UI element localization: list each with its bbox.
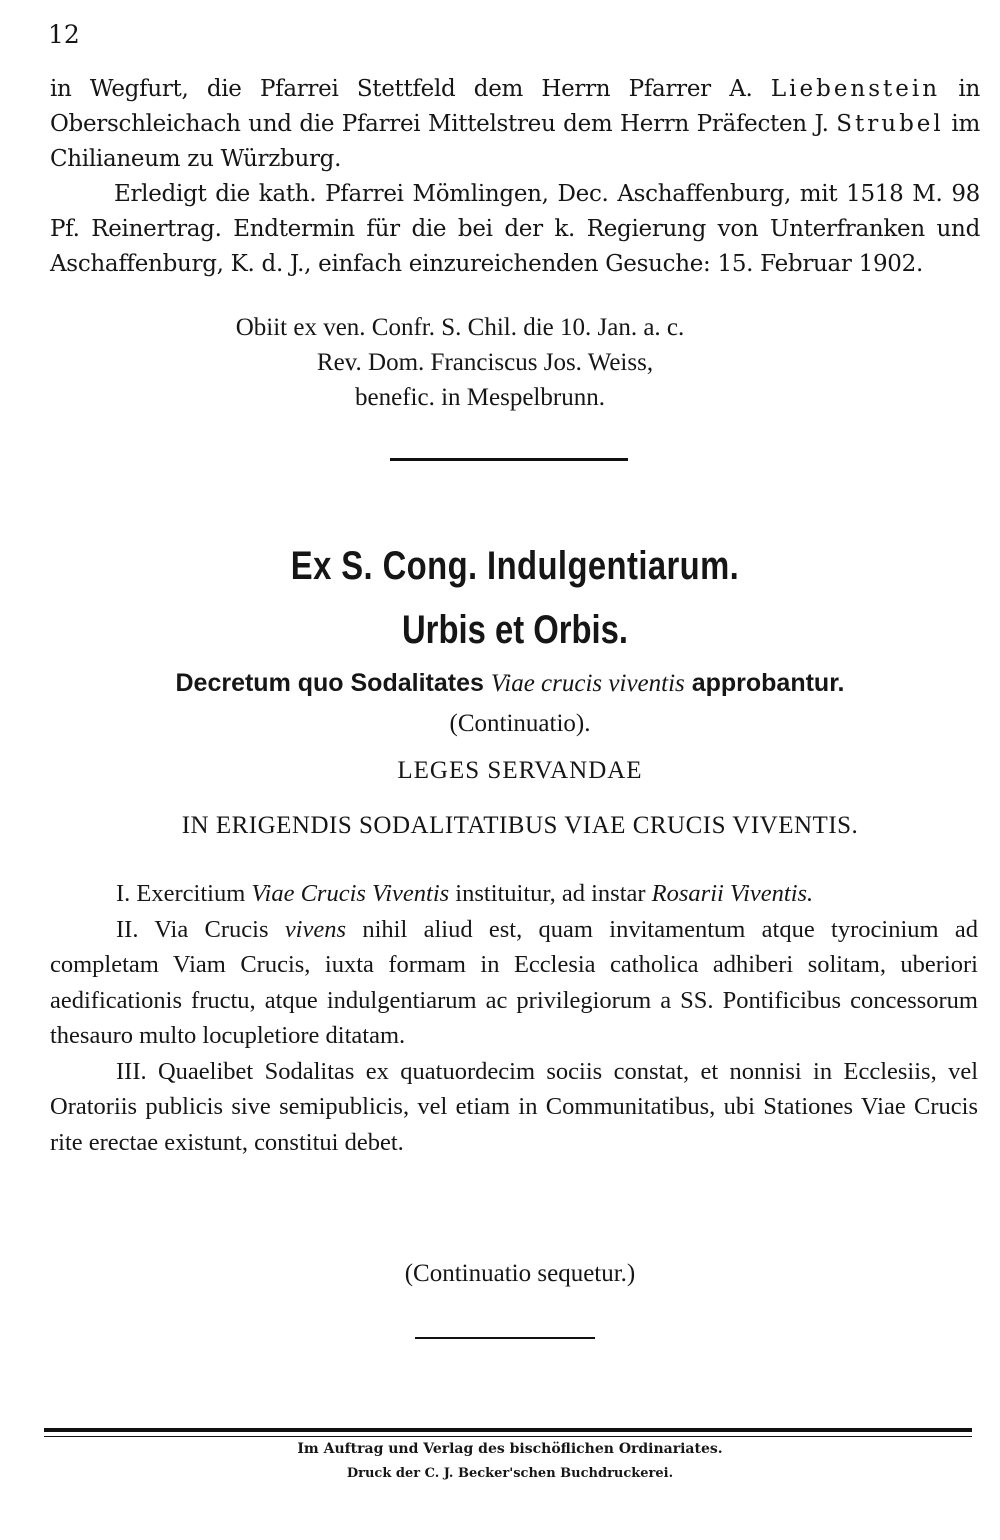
german-p1-line2-a: Oberschleichach und die Pfarrei Mittelstreu dem Herrn Präfecten J. bbox=[50, 111, 829, 137]
leges-subtitle: IN ERIGENDIS SODALITATIBUS VIAE CRUCIS VIVENTIS. bbox=[181, 812, 859, 839]
decree-title-a: Decretum quo Sodalitates bbox=[175, 669, 491, 697]
article-2 bbox=[50, 912, 978, 1054]
section-heading: Ex S. Cong. Indulgentiarum. bbox=[290, 544, 740, 588]
continuatio-label: (Continuatio). bbox=[449, 710, 591, 737]
leges-heading: LEGES SERVANDAE bbox=[397, 757, 643, 784]
article-1 bbox=[50, 876, 978, 912]
article-2-text-a: II. Via Crucis bbox=[116, 915, 285, 943]
footer-rule-thin bbox=[44, 1436, 972, 1437]
obituary-line-1: Obiit ex ven. Confr. S. Chil. die 10. Jan. a. c. bbox=[235, 314, 685, 341]
article-1-italic-a: Viae Crucis Viventis bbox=[251, 880, 450, 907]
section-subheading: Urbis et Orbis. bbox=[401, 608, 629, 652]
footer-printer: Druck der C. J. Becker'schen Buchdruckerei. bbox=[346, 1466, 674, 1481]
obituary-line-2: Rev. Dom. Franciscus Jos. Weiss, bbox=[316, 349, 654, 376]
closing-divider bbox=[415, 1337, 595, 1339]
german-paragraph-1 bbox=[50, 72, 980, 177]
obituary-block bbox=[0, 310, 1000, 415]
article-2-italic: vivens bbox=[284, 915, 347, 943]
german-notice-block bbox=[50, 72, 980, 282]
section-divider bbox=[390, 458, 628, 461]
german-p1-line1-b: in bbox=[940, 76, 980, 102]
obituary-line-3: benefic. in Mespelbrunn. bbox=[355, 384, 605, 411]
articles-block bbox=[50, 876, 978, 1160]
name-liebenstein: Liebenstein bbox=[770, 76, 941, 102]
german-p1-line3: im Chilianeum zu Würzburg. bbox=[50, 111, 980, 172]
decree-title-b: approbantur. bbox=[684, 669, 845, 697]
article-1-text-b: instituitur, ad instar bbox=[449, 880, 652, 907]
article-2-text-b: nihil aliud est, quam invitamentum atque tyrocinium ad completam Viam Crucis, iuxta formam in Ecclesia catholica adhiberi solitam, uberiori aedificationis fructu, atque indulgentiarum ac privilegiorum a SS. Pontificibus concessorum thesauro multo locupletiore ditatam. bbox=[50, 915, 978, 1049]
german-paragraph-2: Erledigt die kath. Pfarrei Mömlingen, Dec. Aschaffenburg, mit 1518 M. 98 Pf. Reinertrag. Endtermin für die bei der k. Regierung von Unterfranken und Aschaffenburg, K. d. J., einfach einzureichenden Gesuche: 15. Februar 1902. bbox=[50, 181, 980, 277]
decree-title bbox=[0, 668, 1000, 698]
article-3: III. Quaelibet Sodalitas ex quatuordecim sociis constat, et nonnisi in Ecclesiis, vel Oratoriis publicis sive semipublicis, vel etiam in Communitatibus, ubi Stationes Viae Crucis rite erectae existunt, constitui debet. bbox=[50, 1057, 978, 1156]
footer-publisher: Im Auftrag und Verlag des bischöflichen Ordinariates. bbox=[297, 1441, 723, 1457]
footer-rule-thick bbox=[44, 1428, 972, 1432]
closing-note: (Continuatio sequetur.) bbox=[404, 1260, 636, 1287]
page-number: 12 bbox=[48, 20, 80, 49]
article-1-text-a: I. Exercitium bbox=[116, 880, 252, 907]
decree-title-italic: Viae crucis viventis bbox=[490, 670, 685, 697]
german-p1-line1-a: in Wegfurt, die Pfarrei Stettfeld dem Herrn Pfarrer A. bbox=[50, 76, 753, 102]
name-strubel: Strubel bbox=[836, 111, 944, 137]
article-1-italic-b: Rosarii Viventis. bbox=[651, 880, 814, 907]
